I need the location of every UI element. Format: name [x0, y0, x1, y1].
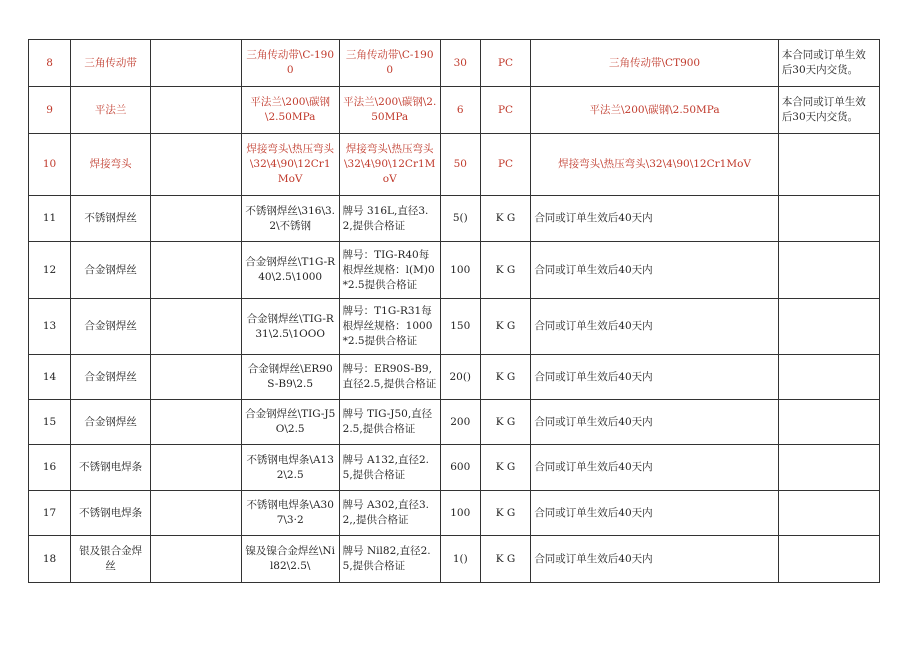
item-name: 合金钢焊丝 — [71, 299, 151, 355]
item-unit: K G — [480, 196, 531, 242]
blank-cell — [151, 40, 242, 87]
item-quantity: 1() — [440, 536, 480, 583]
item-material: 焊接弯头\热压弯头\32\4\90\12Cr1MoV — [339, 134, 440, 196]
item-delivery: 合同或订单生效后40天内 — [531, 536, 779, 583]
item-material: 牌号 316L,直径3.2,提供合格证 — [339, 196, 440, 242]
item-delivery: 平法兰\200\碳钢\2.50MPa — [531, 87, 779, 134]
item-unit: K G — [480, 355, 531, 400]
item-spec: 合金钢焊丝\T1G-R40\2.5\1000 — [241, 242, 339, 299]
item-material: 牌号 TIG-J50,直径2.5,提供合格证 — [339, 400, 440, 445]
blank-cell — [151, 196, 242, 242]
item-spec: 不锈钢电焊条\A307\3·2 — [241, 491, 339, 536]
item-quantity: 6 — [440, 87, 480, 134]
item-name: 三角传动带 — [71, 40, 151, 87]
item-name: 合金钢焊丝 — [71, 400, 151, 445]
item-delivery: 三角传动带\CT900 — [531, 40, 779, 87]
item-unit: K G — [480, 536, 531, 583]
blank-cell — [151, 355, 242, 400]
item-material: 牌号 Nil82,直径2.5,提供合格证 — [339, 536, 440, 583]
item-quantity: 50 — [440, 134, 480, 196]
item-name: 焊接弯头 — [71, 134, 151, 196]
blank-cell — [151, 134, 242, 196]
item-remark — [778, 536, 879, 583]
table-row — [29, 134, 880, 196]
material-table — [28, 39, 880, 583]
item-quantity: 200 — [440, 400, 480, 445]
item-delivery: 合同或订单生效后40天内 — [531, 242, 779, 299]
row-number: 11 — [29, 196, 71, 242]
blank-cell — [151, 400, 242, 445]
item-unit: K G — [480, 242, 531, 299]
item-name: 合金钢焊丝 — [71, 355, 151, 400]
item-remark: 本合同或订单生效后30天内交货。 — [778, 40, 879, 87]
table-row — [29, 445, 880, 491]
item-spec: 焊接弯头\热压弯头\32\4\90\12Cr1MoV — [241, 134, 339, 196]
item-unit: PC — [480, 40, 531, 87]
blank-cell — [151, 445, 242, 491]
table-row — [29, 491, 880, 536]
item-name: 合金钢焊丝 — [71, 242, 151, 299]
item-material: 牌号：T1G-R31每根焊丝规格：1000*2.5提供合格证 — [339, 299, 440, 355]
item-unit: K G — [480, 400, 531, 445]
item-name: 不锈钢电焊条 — [71, 491, 151, 536]
blank-cell — [151, 491, 242, 536]
item-delivery: 焊接弯头\热压弯头\32\4\90\12Cr1MoV — [531, 134, 779, 196]
blank-cell — [151, 299, 242, 355]
item-material: 牌号 A132,直径2.5,提供合格证 — [339, 445, 440, 491]
table-row — [29, 40, 880, 87]
item-name: 不锈钢焊丝 — [71, 196, 151, 242]
item-remark — [778, 400, 879, 445]
item-unit: PC — [480, 134, 531, 196]
table-body — [29, 40, 880, 583]
row-number: 10 — [29, 134, 71, 196]
blank-cell — [151, 536, 242, 583]
table-row — [29, 299, 880, 355]
item-delivery: 合同或订单生效后40天内 — [531, 299, 779, 355]
item-remark — [778, 134, 879, 196]
item-material: 牌号 A302,直径3.2,,提供合格证 — [339, 491, 440, 536]
table-row — [29, 242, 880, 299]
item-delivery: 合同或订单生效后40天内 — [531, 355, 779, 400]
table-row — [29, 400, 880, 445]
item-unit: K G — [480, 491, 531, 536]
item-spec: 合金钢焊丝\TIG-R31\2.5\1OOO — [241, 299, 339, 355]
item-name: 银及银合金焊丝 — [71, 536, 151, 583]
item-remark — [778, 445, 879, 491]
row-number: 18 — [29, 536, 71, 583]
item-material: 三角传动带\C-1900 — [339, 40, 440, 87]
item-spec: 合金钢焊丝\TIG-J5O\2.5 — [241, 400, 339, 445]
item-delivery: 合同或订单生效后40天内 — [531, 196, 779, 242]
table-row — [29, 87, 880, 134]
row-number: 17 — [29, 491, 71, 536]
item-delivery: 合同或订单生效后40天内 — [531, 491, 779, 536]
item-remark — [778, 196, 879, 242]
blank-cell — [151, 87, 242, 134]
item-name: 平法兰 — [71, 87, 151, 134]
item-spec: 三角传动带\C-1900 — [241, 40, 339, 87]
row-number: 8 — [29, 40, 71, 87]
row-number: 12 — [29, 242, 71, 299]
item-quantity: 20() — [440, 355, 480, 400]
blank-cell — [151, 242, 242, 299]
table-row — [29, 355, 880, 400]
item-remark — [778, 355, 879, 400]
item-unit: K G — [480, 299, 531, 355]
row-number: 9 — [29, 87, 71, 134]
item-remark — [778, 242, 879, 299]
item-unit: K G — [480, 445, 531, 491]
item-material: 平法兰\200\碳钢\2.50MPa — [339, 87, 440, 134]
item-material: 牌号：ER90S-B9,直径2.5,提供合格证 — [339, 355, 440, 400]
item-spec: 不锈钢电焊条\A132\2.5 — [241, 445, 339, 491]
item-remark — [778, 491, 879, 536]
item-delivery: 合同或订单生效后40天内 — [531, 400, 779, 445]
item-delivery: 合同或订单生效后40天内 — [531, 445, 779, 491]
item-quantity: 30 — [440, 40, 480, 87]
item-quantity: 100 — [440, 491, 480, 536]
item-unit: PC — [480, 87, 531, 134]
row-number: 13 — [29, 299, 71, 355]
item-quantity: 150 — [440, 299, 480, 355]
row-number: 14 — [29, 355, 71, 400]
row-number: 15 — [29, 400, 71, 445]
item-spec: 镍及镍合金焊丝\Nil82\2.5\ — [241, 536, 339, 583]
table-row — [29, 196, 880, 242]
row-number: 16 — [29, 445, 71, 491]
item-quantity: 600 — [440, 445, 480, 491]
table-row — [29, 536, 880, 583]
item-name: 不锈钢电焊条 — [71, 445, 151, 491]
item-quantity: 100 — [440, 242, 480, 299]
item-spec: 合金钢焊丝\ER90S-B9\2.5 — [241, 355, 339, 400]
item-spec: 平法兰\200\碳钢\2.50MPa — [241, 87, 339, 134]
item-remark: 本合同或订单生效后30天内交货。 — [778, 87, 879, 134]
item-remark — [778, 299, 879, 355]
item-spec: 不锈钢焊丝\316\3.2\不锈钢 — [241, 196, 339, 242]
item-quantity: 5() — [440, 196, 480, 242]
item-material: 牌号：TIG-R40每根焊丝规格：l(M)0*2.5提供合格证 — [339, 242, 440, 299]
